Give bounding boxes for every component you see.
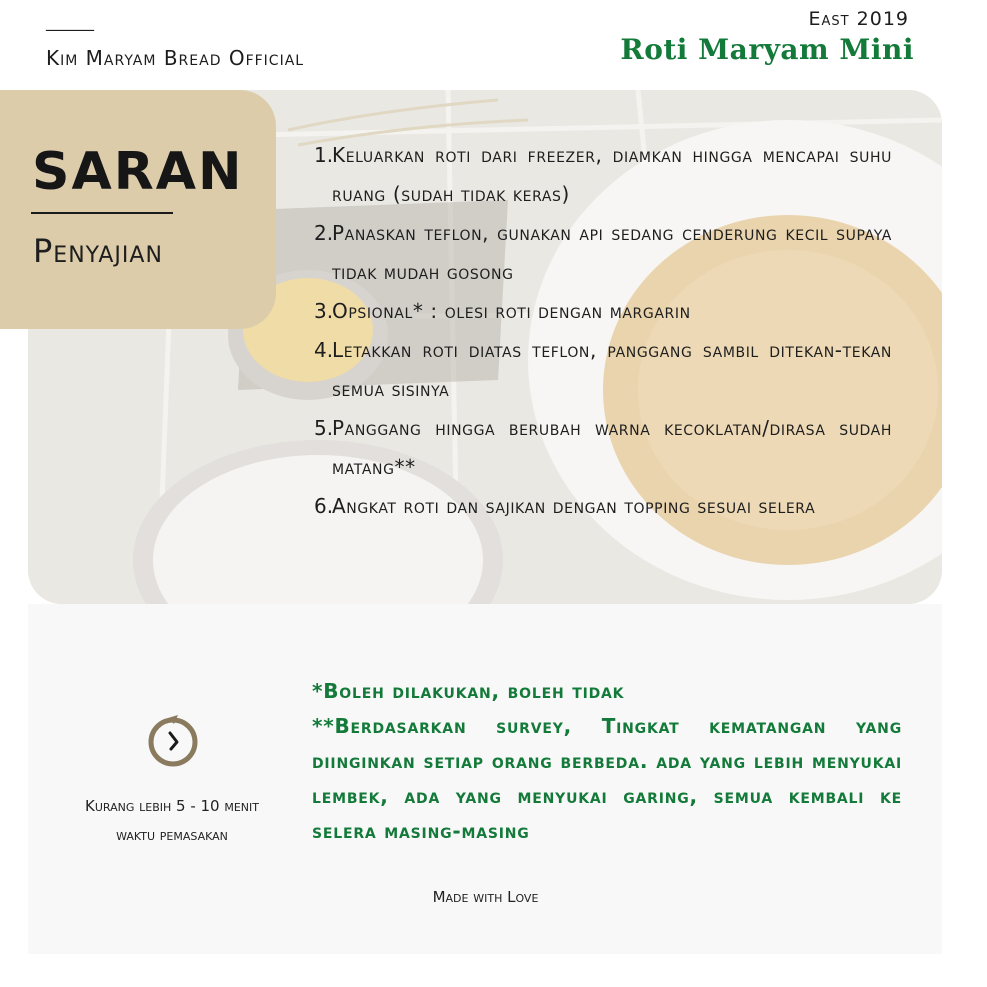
since-text: East 2019 [808,8,909,30]
product-title: Roti Maryam Mini [620,33,914,66]
step-item [314,331,892,409]
step-text: Angkat roti dan sajikan dengan topping sesuai selera [332,494,816,518]
step-text: Panaskan teflon, gunakan api sedang cenderung kecil supaya tidak mudah gosong [332,221,892,284]
step-text: Opsional* : olesi roti dengan margarin [332,299,691,323]
title-card [0,90,276,329]
step-number: 3. [314,299,334,323]
step-number: 1. [314,143,334,167]
header-dash: ______ [46,12,94,31]
step-text: Letakkan roti diatas teflon, panggang sambil ditekan-tekan semua sisinya [332,338,892,401]
footer-label: Made with Love [432,888,539,906]
footer-text [0,888,987,906]
brand-name: Kim Maryam Bread Official [46,46,305,70]
note-optional: *Boleh dilakukan, boleh tidak [312,679,625,703]
title-main: SARAN [32,142,244,202]
step-number: 4. [314,338,334,362]
cooking-time-line1: Kurang lebih 5 - 10 menit [84,797,260,815]
cooking-time-line2: waktu pemasakan [116,826,228,844]
step-text: Panggang hingga berubah warna kecoklatan/dirasa sudah matang** [332,416,892,479]
step-item [314,487,892,526]
step-number: 2. [314,221,334,245]
step-item [314,292,892,331]
title-sub: Penyajian [33,232,163,270]
step-item [314,136,892,214]
note-doneness: **Berdasarkan survey, Tingkat kematangan yang diinginkan setiap orang berbeda. ada yang lebih menyukai lembek, ada yang menyukai garing, semua kembali ke selera masing-masing [312,714,902,843]
cooking-time [56,792,288,850]
title-divider [31,212,173,214]
step-number: 5. [314,416,334,440]
steps-list [314,136,892,526]
step-text: Keluarkan roti dari freezer, diamkan hingga mencapai suhu ruang (sudah tidak keras) [332,143,892,206]
step-item [314,409,892,487]
clock-icon [146,712,200,768]
step-number: 6. [314,494,334,518]
step-item [314,214,892,292]
notes-text [312,674,902,849]
